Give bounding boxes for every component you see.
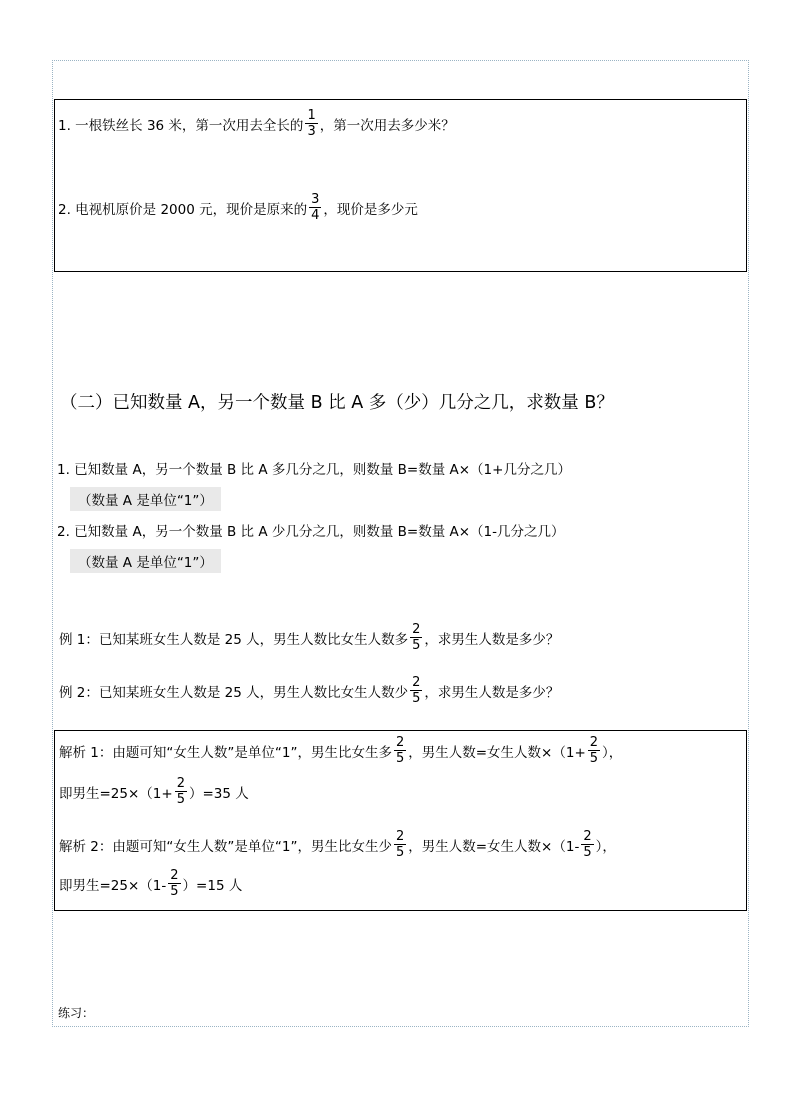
fraction: $\frac{2}{5}$ xyxy=(176,776,185,807)
fraction: $\frac{2}{5}$ xyxy=(589,735,599,766)
fraction: $\frac{2}{5}$ xyxy=(395,735,405,766)
fraction: $\frac{2}{5}$ xyxy=(412,675,421,706)
problem-2 xyxy=(58,193,418,222)
fraction: $\frac{2}{5}$ xyxy=(583,829,592,860)
fraction: $\frac{3}{4}$ xyxy=(311,192,320,223)
problem-2-text: 2. 电视机原价是 2000 元，现价是原来的 xyxy=(58,201,308,218)
example-2-text-end: ，求男生人数是多少？ xyxy=(424,684,560,701)
fraction: $\frac{2}{5}$ xyxy=(412,622,421,653)
analysis-1-text-end: ）， xyxy=(602,744,623,761)
fraction: $\frac{2}{5}$ xyxy=(170,868,179,899)
problem-1 xyxy=(58,109,455,138)
analysis-1-line-2 xyxy=(59,777,249,806)
analysis-2-line-1 xyxy=(59,830,616,859)
analysis-box xyxy=(54,730,747,911)
analysis-1-result-text: 即男生=25×（1+ xyxy=(59,785,173,802)
rule-1-note: （数量 A 是单位“1”） xyxy=(70,487,221,511)
analysis-2-line-2 xyxy=(59,869,242,898)
fraction: $\frac{2}{5}$ xyxy=(395,829,405,860)
analysis-2-text-end: ）， xyxy=(595,838,616,855)
problem-1-text: 1. 一根铁丝长 36 米，第一次用去全长的 xyxy=(58,117,304,134)
problem-2-text-end: ，现价是多少元 xyxy=(323,201,418,218)
analysis-1-result-end: ）=35 人 xyxy=(188,785,249,802)
example-1 xyxy=(59,623,559,652)
example-1-text-end: ，求男生人数是多少？ xyxy=(424,631,560,648)
analysis-2-text: 解析 2：由题可知“女生人数”是单位“1”，男生比女生少 xyxy=(59,838,392,855)
problems-box xyxy=(54,99,747,272)
example-2 xyxy=(59,676,559,705)
fraction: $\frac{1}{3}$ xyxy=(307,108,316,139)
problem-1-text-end: ，第一次用去多少米？ xyxy=(319,117,455,134)
example-2-text: 例 2：已知某班女生人数是 25 人，男生人数比女生人数少 xyxy=(59,684,409,701)
analysis-2-text-mid: ，男生人数=女生人数×（1- xyxy=(408,838,580,855)
section-title: （二）已知数量 A，另一个数量 B 比 A 多（少）几分之几，求数量 B？ xyxy=(60,393,614,413)
analysis-1-text: 解析 1：由题可知“女生人数”是单位“1”，男生比女生多 xyxy=(59,744,392,761)
analysis-2-result-end: ）=15 人 xyxy=(182,877,243,894)
practice-label: 练习： xyxy=(58,1006,95,1020)
analysis-1-line-1 xyxy=(59,736,622,765)
analysis-1-text-mid: ，男生人数=女生人数×（1+ xyxy=(408,744,586,761)
rule-2: 2. 已知数量 A，另一个数量 B 比 A 少几分之几，则数量 B=数量 A×（1-几分之几） xyxy=(57,524,565,540)
example-1-text: 例 1：已知某班女生人数是 25 人，男生人数比女生人数多 xyxy=(59,631,409,648)
analysis-2-result-text: 即男生=25×（1- xyxy=(59,877,167,894)
rule-1: 1. 已知数量 A，另一个数量 B 比 A 多几分之几，则数量 B=数量 A×（1+几分之几） xyxy=(57,462,571,478)
rule-2-note: （数量 A 是单位“1”） xyxy=(70,549,221,573)
